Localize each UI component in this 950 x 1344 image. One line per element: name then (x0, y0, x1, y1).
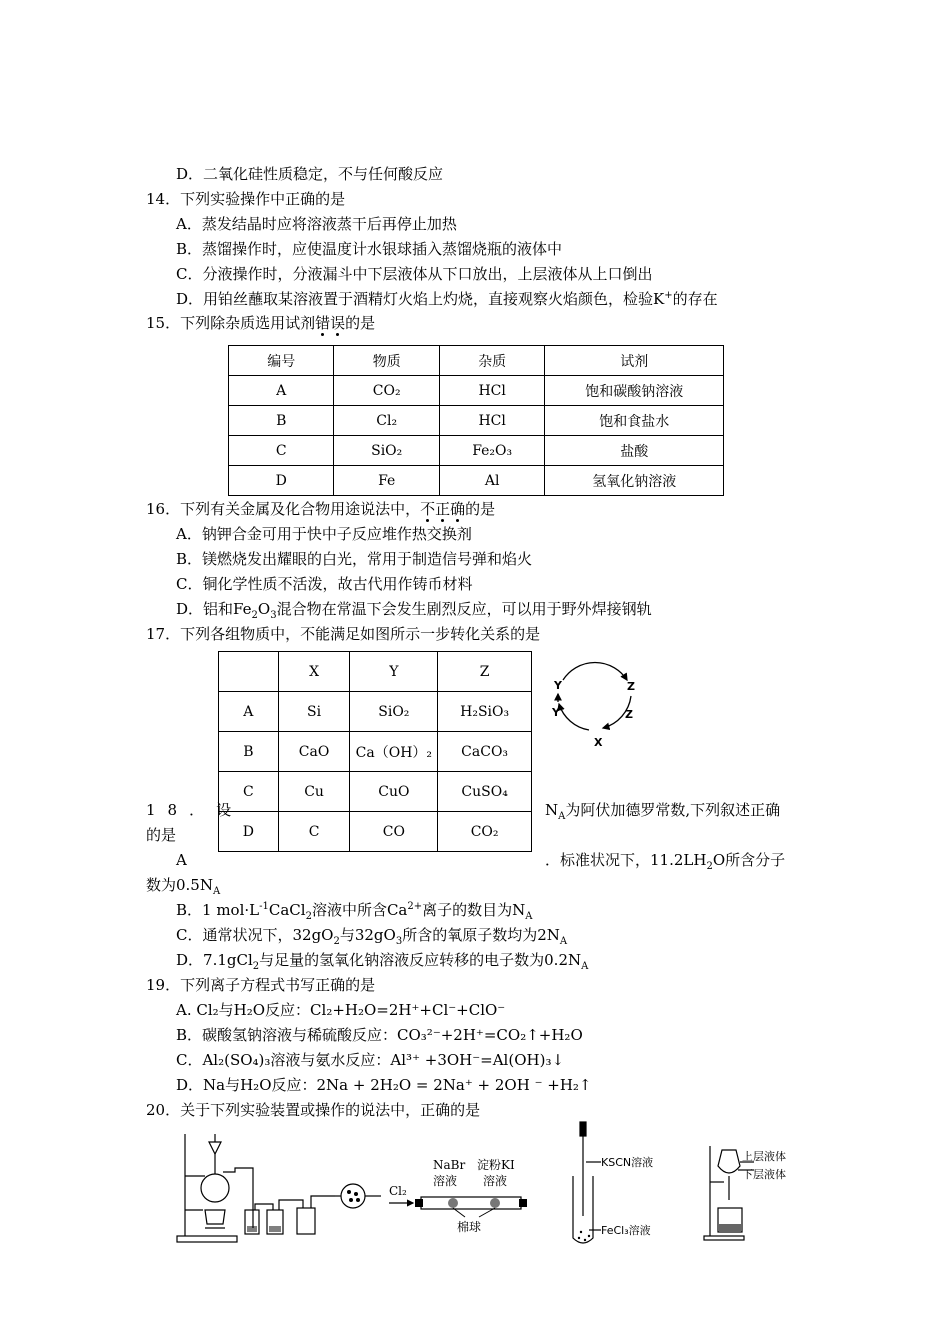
q20-figure-cl2-tube (385, 1155, 535, 1240)
table-row (219, 692, 532, 732)
q15-cell: 氢氧化钠溶液 (545, 466, 724, 496)
cycle-label: Z (625, 708, 633, 721)
upper-liquid-label: 上层液体 (742, 1150, 786, 1163)
q15-header-cell: 试剂 (545, 346, 724, 376)
q17-cell: C (278, 812, 350, 852)
q17-header-cell: Y (350, 652, 438, 692)
q15-cell: CO₂ (334, 376, 439, 406)
table-row (229, 406, 724, 436)
q17-cell: SiO₂ (350, 692, 438, 732)
q17-table (218, 651, 532, 852)
fecl3-label: FeCl₃溶液 (601, 1224, 651, 1237)
q15-cell: Al (439, 466, 544, 496)
q18-option-a-cont: 数为$0.5N_A$ (146, 876, 221, 897)
cotton-label: 棉球 (457, 1220, 482, 1234)
q17-cell: H₂SiO₃ (438, 692, 532, 732)
q15-cell: A (229, 376, 334, 406)
q19-option-b: B．碳酸氢钠溶液与稀硫酸反应：CO₃²⁻+2H⁺=CO₂↑+H₂O (176, 1026, 583, 1044)
q15-cell: SiO₂ (334, 436, 439, 466)
q16-option-c: C．铜化学性质不活泼，故古代用作铸币材料 (176, 575, 473, 593)
q17-cell: CO₂ (438, 812, 532, 852)
q18-option-d: D．7.1gCl$_2$与足量的氢氧化钠溶液反应转移的电子数为$0.2N_A$ (176, 951, 589, 972)
q15-cell: HCl (439, 376, 544, 406)
cl2-label: Cl₂ (389, 1184, 407, 1198)
q20-figure-gas-apparatus (175, 1128, 385, 1246)
q14-option-a: A．蒸发结晶时应将溶液蒸干后再停止加热 (176, 215, 457, 233)
q17-cell: CaO (278, 732, 350, 772)
lower-liquid-label: 下层液体 (742, 1168, 786, 1181)
q18-stem-cont: 的是 (146, 826, 177, 844)
kscn-label: KSCN溶液 (601, 1156, 654, 1169)
q20-figure-test-tube (565, 1120, 675, 1250)
glass-tube (421, 1197, 521, 1209)
q19-option-c: C．Al₂(SO₄)₃溶液与氨水反应：Al³⁺ +3OH⁻=Al(OH)₃↓ (176, 1051, 565, 1069)
q20-stem: 20．关于下列实验装置或操作的说法中，正确的是 (146, 1101, 481, 1119)
q15-header-cell: 物质 (334, 346, 439, 376)
q14-option-d: D．用铂丝蘸取某溶液置于酒精灯火焰上灼烧，直接观察火焰颜色，检验K+的存在 (176, 290, 718, 308)
table-row (229, 466, 724, 496)
q15-cell: D (229, 466, 334, 496)
table-row (219, 772, 532, 812)
q15-table (228, 345, 724, 496)
q14-option-b: B．蒸馏操作时，应使温度计水银球插入蒸馏烧瓶的液体中 (176, 240, 563, 258)
q17-cell: D (219, 812, 279, 852)
q17-header-cell: X (278, 652, 350, 692)
cycle-label: Y (552, 706, 560, 719)
q18-stem-right: $N_A$为阿伏加德罗常数,下列叙述正确 (545, 801, 781, 822)
q17-cell: CaCO₃ (438, 732, 532, 772)
q17-header-cell (219, 652, 279, 692)
q14-stem: 14．下列实验操作中正确的是 (146, 190, 346, 208)
q19-stem: 19．下列离子方程式书写正确的是 (146, 976, 376, 994)
q16-option-b: B．镁燃烧发出耀眼的白光，常用于制造信号弹和焰火 (176, 550, 533, 568)
table-row (229, 436, 724, 466)
q15-cell: C (229, 436, 334, 466)
q18-option-c: C．通常状况下，$32gO_2$与$32gO_3$所含的氧原子数均为$2N_A$ (176, 926, 568, 947)
q15-cell: 饱和碳酸钠溶液 (545, 376, 724, 406)
q14-option-c: C．分液操作时，分液漏斗中下层液体从下口放出，上层液体从上口倒出 (176, 265, 653, 283)
q17-cell: Si (278, 692, 350, 732)
q17-stem: 17．下列各组物质中，不能满足如图所示一步转化关系的是 (146, 625, 541, 643)
q18-option-a: ．标准状况下，$11.2LH_2O$所含分子 (545, 851, 786, 872)
q13-option-d: D．二氧化硅性质稳定，不与任何酸反应 (176, 165, 444, 183)
q17-cell: CO (350, 812, 438, 852)
cycle-arrow-y-z (563, 662, 627, 680)
q16-option-d: D．铝和$Fe_2O_3$混合物在常温下会发生剧烈反应，可以用于野外焊接钢轨 (176, 600, 652, 621)
q15-cell: 盐酸 (545, 436, 724, 466)
q19-option-a: A. Cl₂与H₂O反应：Cl₂+H₂O=2H⁺+Cl⁻+ClO⁻ (176, 1001, 506, 1019)
nabr-label: NaBr (433, 1158, 466, 1172)
q18-option-a-label: A (176, 851, 187, 869)
table-row (219, 812, 532, 852)
q15-cell: Cl₂ (334, 406, 439, 436)
q19-option-d: D．Na与H₂O反应：2Na + 2H₂O = 2Na⁺ + 2OH ⁻ +H₂↑ (176, 1076, 592, 1094)
cycle-label: Z (627, 680, 635, 693)
cycle-label: X (594, 736, 603, 749)
cycle-label: Y (554, 679, 562, 692)
ki-label: 淀粉KI (477, 1158, 515, 1172)
q17-cycle-diagram (545, 652, 645, 752)
table-row (229, 376, 724, 406)
q15-cell: B (229, 406, 334, 436)
q17-cell: A (219, 692, 279, 732)
q17-cell: CuSO₄ (438, 772, 532, 812)
q17-cell: C (219, 772, 279, 812)
q17-cell: CuO (350, 772, 438, 812)
q18-stem-left: 18．设 (146, 801, 244, 819)
q15-cell: HCl (439, 406, 544, 436)
table-row (219, 732, 532, 772)
q17-cell: Ca（OH）₂ (350, 732, 438, 772)
q17-cell: Cu (278, 772, 350, 812)
q17-header-cell: Z (438, 652, 532, 692)
cycle-arrow-x-y (559, 704, 589, 730)
q16-stem: 16．下列有关金属及化合物用途说法中，不正确的是 (146, 500, 496, 518)
q15-cell: Fe (334, 466, 439, 496)
q17-cell: B (219, 732, 279, 772)
q15-cell: 饱和食盐水 (545, 406, 724, 436)
nabr-label-2: 溶液 (433, 1174, 458, 1188)
q20-figure-separatory-funnel (700, 1140, 820, 1245)
q15-stem: 15．下列除杂质选用试剂错误的是 (146, 314, 376, 332)
q15-header-cell: 编号 (229, 346, 334, 376)
ki-label-2: 溶液 (483, 1174, 508, 1188)
q16-option-a: A．钠钾合金可用于快中子反应堆作热交换剂 (176, 525, 472, 543)
q18-option-b: B．1 $mol\cdot L^{-1}CaCl_2$溶液中所含$Ca^{2+}$离子的数目为$N_A$ (176, 901, 533, 922)
q15-cell: Fe₂O₃ (439, 436, 544, 466)
q15-header-cell: 杂质 (439, 346, 544, 376)
